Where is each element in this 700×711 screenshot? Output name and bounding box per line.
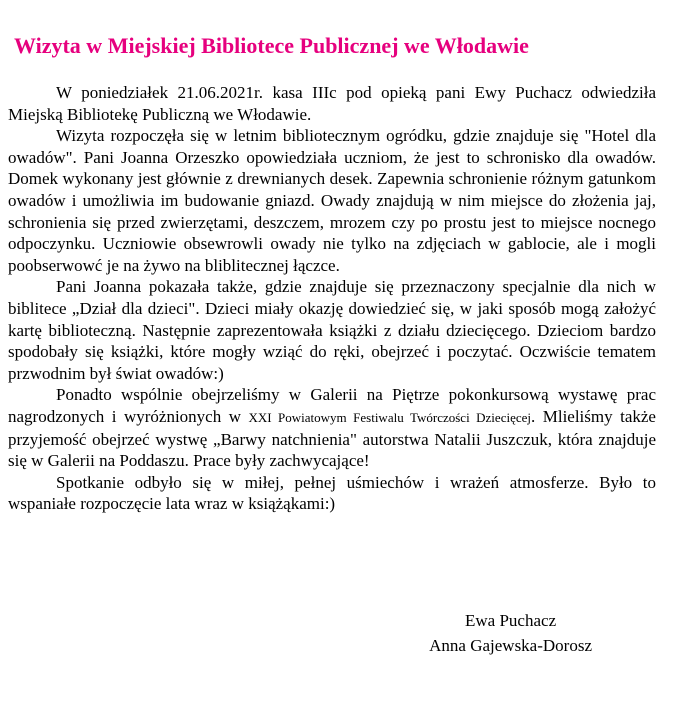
paragraph-5: Spotkanie odbyło się w miłej, pełnej uśmiechów i wrażeń atmosferze. Było to wspaniałe rozpoczęcie lata wraz w książąkami:)	[8, 472, 656, 514]
paragraph-1: W poniedziałek 21.06.2021r. kasa IIIc pod opieką pani Ewy Puchacz odwiedziła Miejską Bibliotekę Publiczną we Włodawie.	[8, 83, 656, 124]
paragraph-3: Pani Joanna pokazała także, gdzie znajduje się przeznaczony specjalnie dla nich w biblitece „Dział dla dzieci". Dzieci miały okazję dowiedzieć się, w jaki sposób mogą założyć kartę biblioteczną. Następnie zaprezentowała książki z działu dziecięcego. Dzieciom bardzo spodobały się książki, które mogły wziąć do ręki, obejrzeć i poczytać. Oczwiście tematem przwodnim był świat owadów:)	[8, 277, 656, 383]
signature-line-2: Anna Gajewska-Dorosz	[429, 636, 592, 655]
festival-name: XXI Powiatowym Festiwalu Twórczości Dziecięcej	[248, 409, 531, 425]
signature-line-1: Ewa Puchacz	[465, 611, 557, 630]
article-title: Wizyta w Miejskiej Bibliotece Publicznej we Włodawie	[14, 33, 529, 58]
paragraph-4-text-a: Ponadto wspólnie obejrzeliśmy w Galerii na Piętrze pokonkursową wystawę prac nagrodzonych i wyróżnionych w	[8, 385, 656, 426]
article-body	[8, 82, 656, 515]
paragraph-2: Wizyta rozpoczęła się w letnim bibliotecznym ogródku, gdzie znajduje się "Hotel dla owadów". Pani Joanna Orzeszko opowiedziała uczniom, że jest to schronisko dla owadów. Domek wykonany jest głównie z drewnianych desek. Zapewnia schronienie różnym gatunkom owadów i umożliwia im budowanie gniazd. Owady znajdują w nim miejsce do złożenia jaj, schronienia się przed zwierzętami, deszczem, mrozem czy po prostu jest to miejsce nocnego odpoczynku. Uczniowie obsewrowli owady nie tylko na zdjęciach w gablocie, ale i mogli poobserwowć je na żywo na bliblitecznej łączce.	[8, 126, 656, 275]
signature-block	[429, 608, 592, 658]
paragraph-4	[8, 384, 656, 471]
paragraph-4-text-b: . Mlieliśmy także przyjemość obejrzeć wystwę „Barwy natchnienia" autorstwa Natalii Juszczuk, która znajduje się w Galerii na Poddaszu. Prace były zachwycające!	[8, 406, 656, 471]
